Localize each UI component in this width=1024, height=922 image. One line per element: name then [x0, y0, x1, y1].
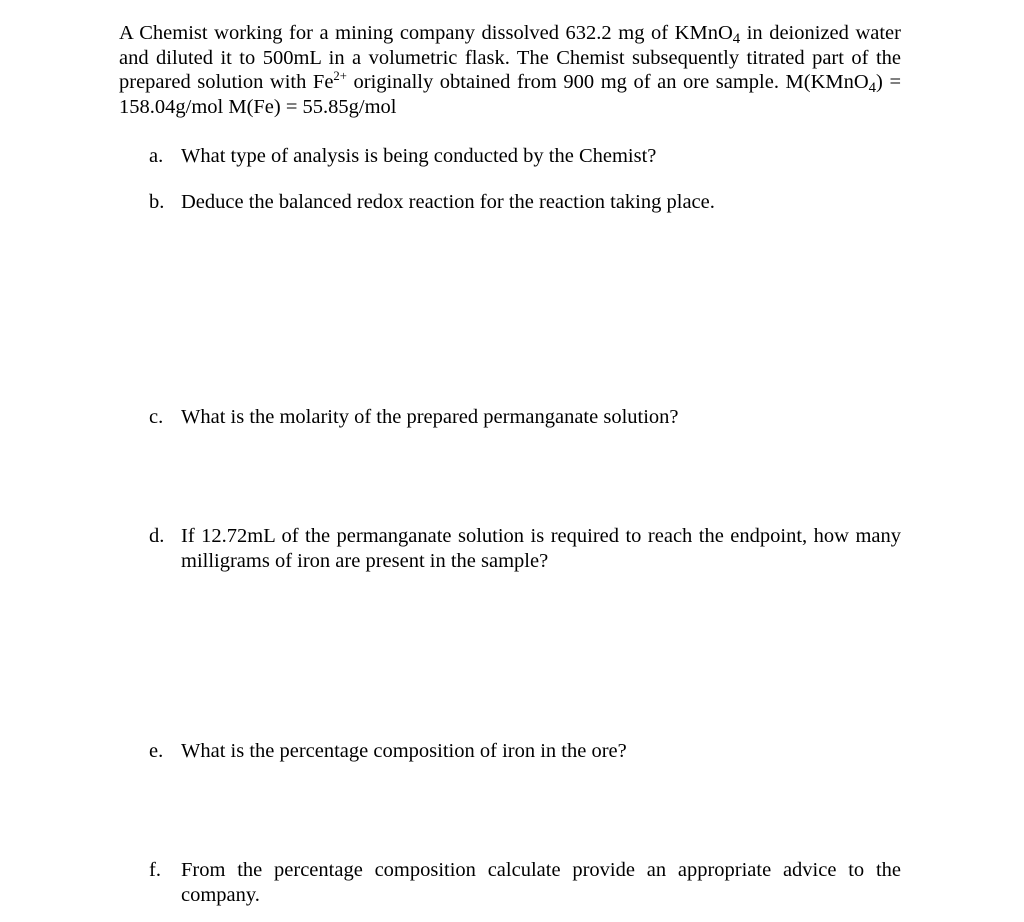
question-letter: c.: [149, 406, 164, 428]
question-c: [149, 405, 901, 430]
intro-text-2: in deionized water and diluted it to 500mL in a volumetric flask. The Chemist subsequently titrated part of the prepared solution with Fe: [119, 22, 901, 93]
subscript-4: 4: [868, 80, 877, 97]
subscript-4: 4: [732, 31, 741, 48]
superscript-charge: 2+: [333, 69, 347, 84]
question-d: [149, 524, 901, 573]
question-f: [149, 858, 901, 907]
question-letter: b.: [149, 191, 165, 213]
question-text: What type of analysis is being conducted by the Chemist?: [181, 145, 657, 167]
question-text: From the percentage composition calculate provide an appropriate advice to the company.: [181, 859, 901, 906]
question-text: If 12.72mL of the permanganate solution is required to reach the endpoint, how many milligrams of iron are present in the sample?: [181, 525, 901, 572]
question-e: [149, 739, 901, 764]
question-a: [149, 144, 901, 169]
problem-statement: [119, 21, 901, 119]
question-b: [149, 190, 901, 215]
question-letter: d.: [149, 525, 165, 547]
question-text: What is the percentage composition of iron in the ore?: [181, 740, 627, 762]
intro-text-1: A Chemist working for a mining company dissolved 632.2 mg of KMnO: [119, 22, 733, 44]
question-letter: e.: [149, 740, 164, 762]
intro-text-4: ) = 158.04g/mol M(Fe) = 55.85g/mol: [119, 71, 902, 118]
intro-text-3: originally obtained from 900 mg of an ore sample. M(KMnO: [346, 71, 869, 93]
question-letter: f.: [149, 859, 161, 881]
question-text: Deduce the balanced redox reaction for the reaction taking place.: [181, 191, 715, 213]
question-letter: a.: [149, 145, 164, 167]
question-text: What is the molarity of the prepared permanganate solution?: [181, 406, 679, 428]
